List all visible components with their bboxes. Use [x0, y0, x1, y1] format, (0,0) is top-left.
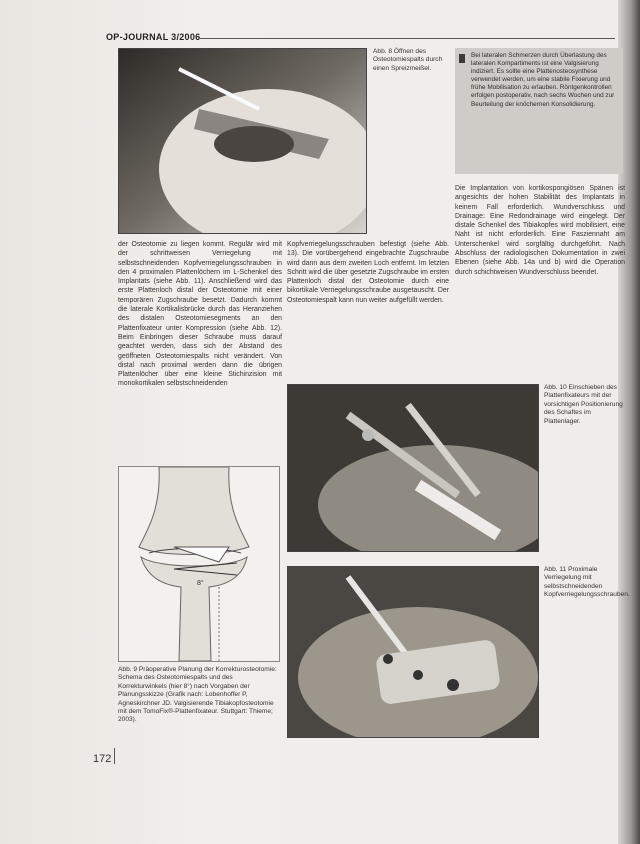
info-box-marker — [459, 54, 465, 63]
info-box — [455, 48, 623, 174]
angle-label: 8° — [197, 580, 204, 587]
diagram-abb9 — [118, 466, 280, 662]
photo-abb11 — [287, 566, 539, 738]
body-col1: der Osteotomie zu liegen kommt. Regulär wird mit der schrittweisen Verriegelung mit selbstschneidenden Kopfverriegelungsschrauben in den 4 proximalen Plattenlöchern im L-Schenkel des Implantats (siehe Abb. 11). Anschließend wird das erste Plattenloch distal der Osteotomie mit einer temporären Zugschraube besetzt. Dadurch kommt die laterale Kortikalisbrücke durch das Heranziehen des distalen Osteotomiesegments an den Plattenfixateur unter Kompression (siehe Abb. 12). Beim Einbringen dieser Schraube muss darauf geachtet werden, dass sich der Abstand des geöffneten Osteotomiespalts nicht verändert. Von distal nach proximal werden dann die übrigen Plattenlöcher über eine kleine Stichinzision mit monokortikalen selbstschneidenden — [118, 241, 282, 388]
page-number-rule — [114, 748, 115, 764]
caption-abb11: Abb. 11 Proximale Verriegelung mit selbstschneidenden Kopfverriegelungsschrauben. — [544, 566, 630, 599]
caption-abb10: Abb. 10 Einschieben des Plattenfixateurs mit der vorsichtigen Positionierung des Schaftes im Plattenlager. — [544, 384, 623, 425]
journal-header: OP-JOURNAL 3/2006 — [106, 32, 201, 42]
header-rule — [200, 38, 615, 39]
photo-abb10 — [287, 384, 539, 552]
caption-abb9: Abb. 9 Präoperative Planung der Korrekturosteotomie: Schema des Osteotomiespalts und des Korrekturwinkels (hier 8°) nach Vorgaben der Planungsskizze (Grafik nach: Lobenhoffer P, Agneskirchner JD. Valgisierende Tibiakopfosteotomie mit dem TomoFix®-Plattenfixateur. Stuttgart: Thieme; 2003). — [118, 666, 277, 724]
body-col3: Die Implantation von kortikospongiösen Spänen ist angesichts der hohen Stabilität des Implantats in keinem Fall erforderlich. Wundverschluss und Drainage: Eine Redondrainage wird eingelegt. Der distale Schenkel des Tibiakopfes wird mobilisiert, eine Naht ist nicht erforderlich. Eine Fasziennaht am Unterschenkel wird sorgfältig durchgeführt. Nach Abschluss der radiologischen Dokumentation in zwei Ebenen (siehe Abb. 14a und b) wird die Operation durch schichtweisen Wundverschluss beendet. — [455, 185, 625, 276]
photo-abb8 — [118, 48, 367, 234]
info-box-text: Bei lateralen Schmerzen durch Überlastung des lateralen Kompartiments ist eine Valgisierung indiziert. Es sollte eine Plattenosteosynthese verwendet werden, um eine stabile Fixierung und frühe Mobilisation zu erlauben. Röntgenkontrollen erfolgen postoperativ, nach sechs Wochen und zur Beurteilung der knöchernen Konsolidierung. — [471, 52, 615, 108]
page-number: 172 — [93, 753, 112, 765]
body-col2: Kopfverriegelungsschrauben befestigt (siehe Abb. 13). Die vorübergehend eingebrachte Zugschraube wird dann aus dem zweiten Loch entfernt. Im letzten Schritt wird die über gesetzte Zugschraube im ersten Plattenloch distal der Osteotomie durch eine bikortikale Verriegelungsschraube ausgetauscht. Der Osteotomiespalt kann nun weiter aufgefüllt werden. — [287, 241, 449, 304]
caption-abb8: Abb. 8 Öffnen des Osteotomiespalts durch einen Spreizmeißel. — [373, 48, 443, 72]
